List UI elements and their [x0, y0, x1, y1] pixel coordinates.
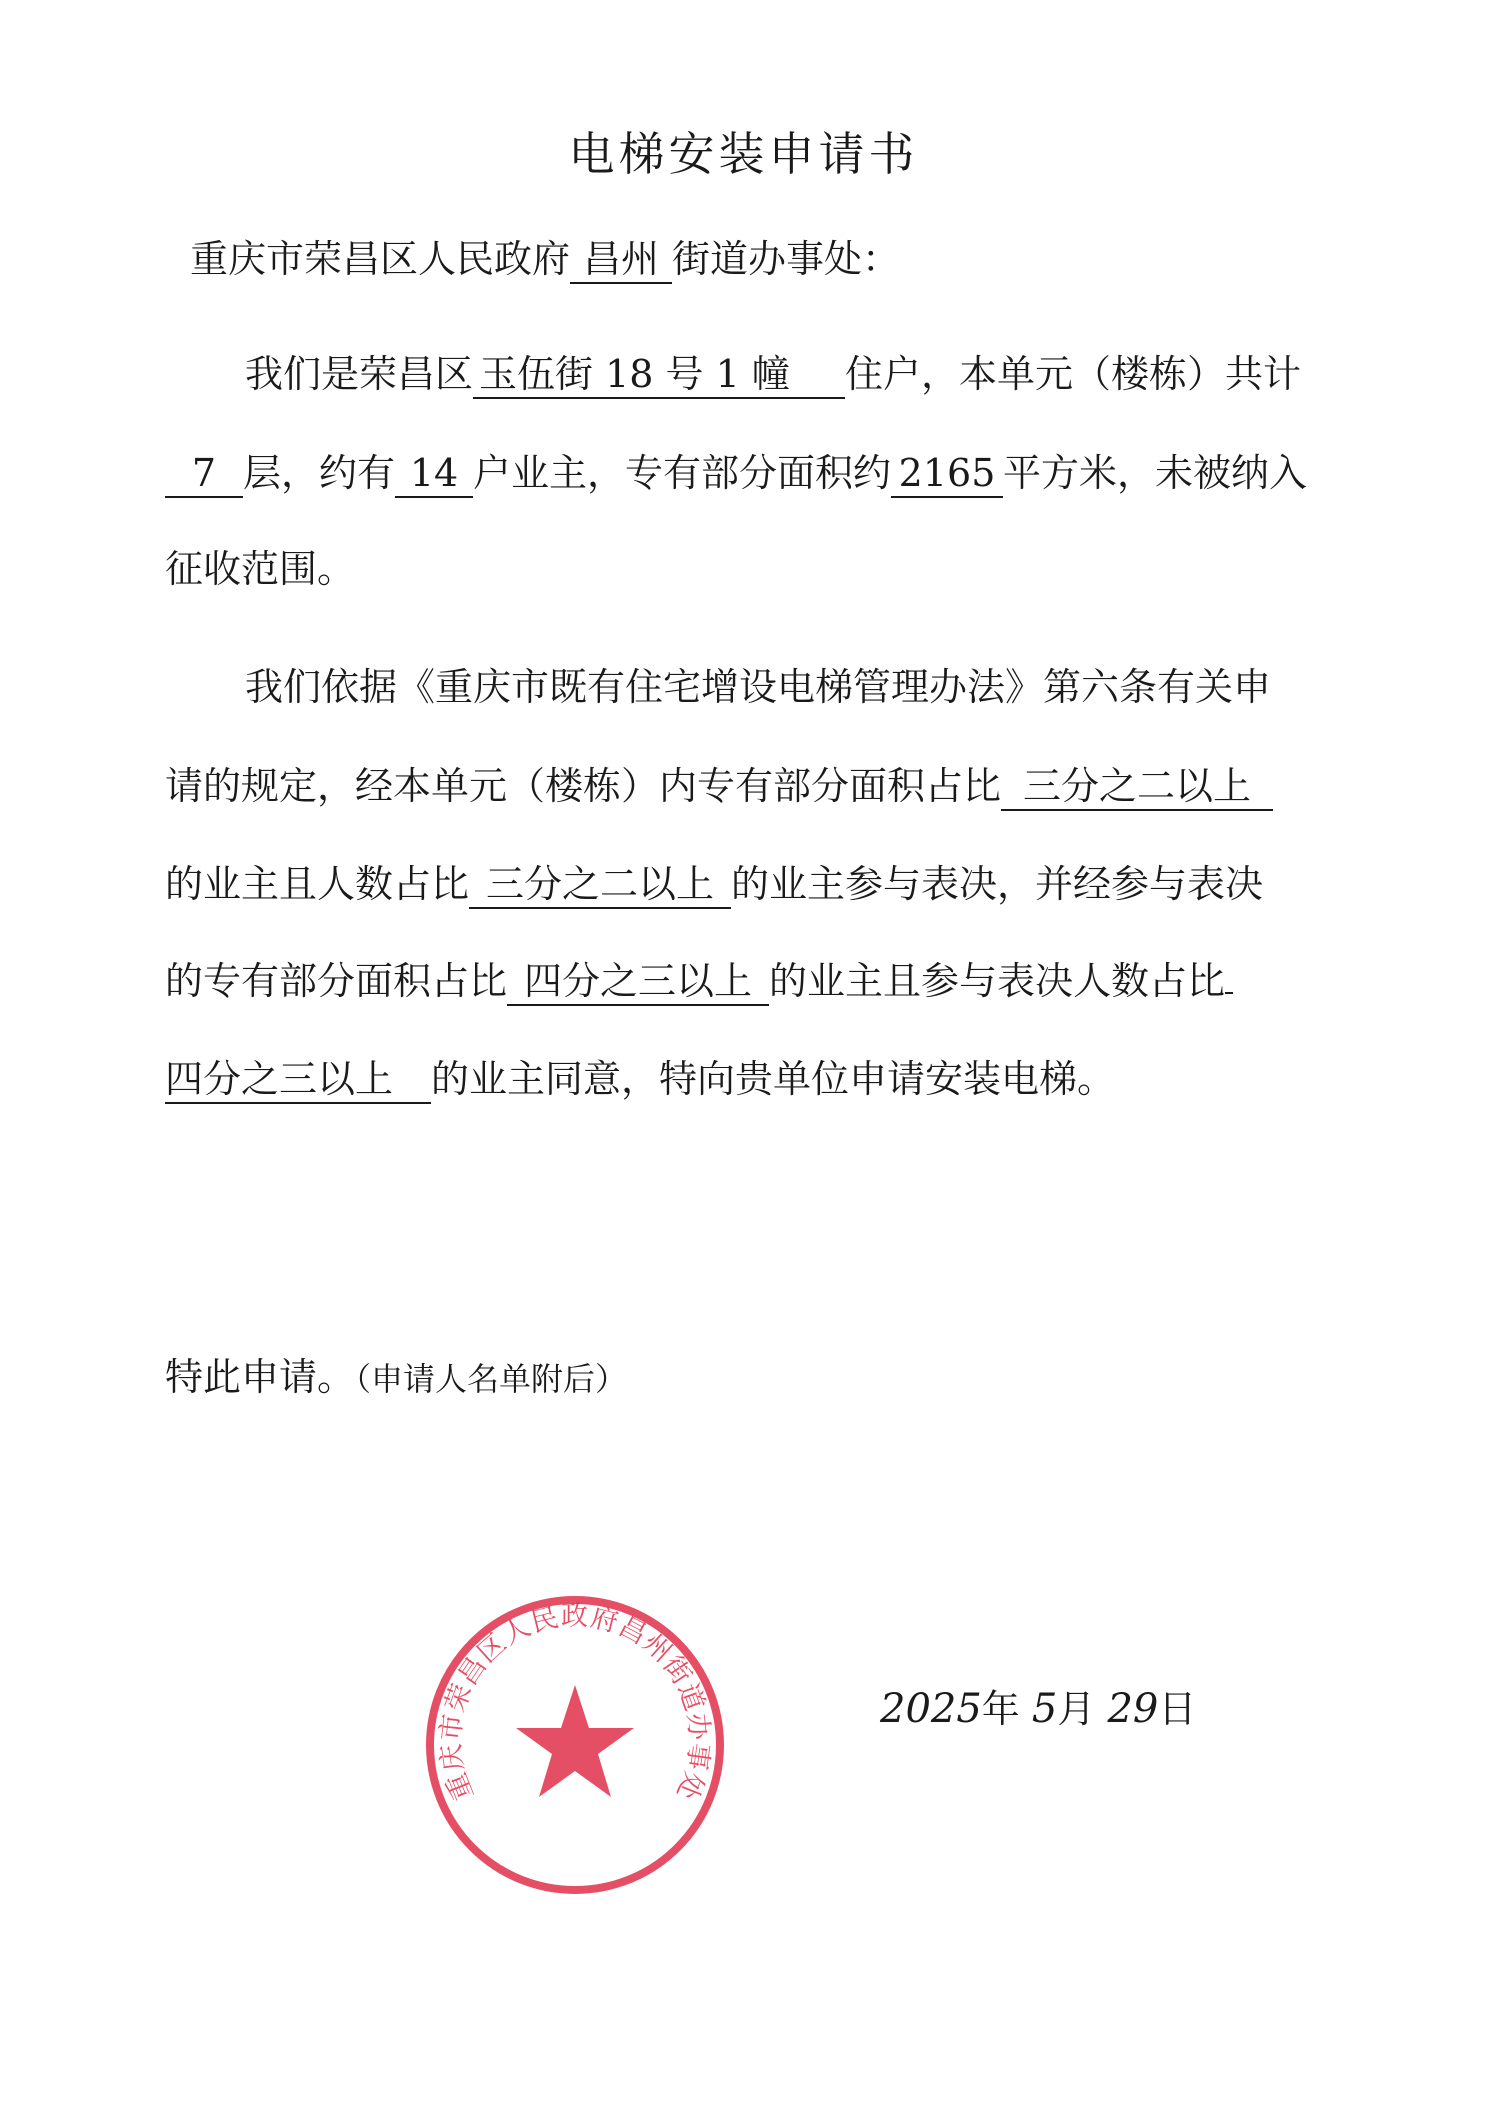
floors-field: 7 — [165, 452, 243, 498]
document-title: 电梯安装申请书 — [568, 127, 919, 181]
closing-line — [165, 1355, 628, 1399]
para2-text: 的业主同意，特向贵单位申请安装电梯。 — [431, 1057, 1116, 1101]
date-day-unit: 日 — [1158, 1687, 1197, 1731]
date-day: 29 — [1107, 1686, 1159, 1732]
para1-text: 层，约有 — [243, 451, 396, 495]
date-year-unit: 年 — [981, 1687, 1020, 1731]
para2-line5 — [165, 1058, 1115, 1104]
para1-text: 平方米，未被纳入 — [1003, 451, 1308, 495]
street-name-field: 昌州 — [570, 238, 672, 284]
star-icon — [516, 1685, 634, 1797]
para2-text: 请的规定，经本单元（楼栋）内专有部分面积占比 — [165, 764, 1002, 808]
date-line — [880, 1678, 1196, 1733]
addressee-suffix: 街道办事处： — [672, 237, 901, 281]
addressee-prefix: 重庆市荣昌区人民政府 — [190, 237, 571, 281]
para2-text: 的业主参与表决，并经参与表决 — [731, 862, 1264, 906]
voting-area-ratio-field: 四分之三以上 — [507, 960, 769, 1006]
official-seal — [420, 1590, 730, 1900]
date-month-unit: 月 — [1057, 1687, 1096, 1731]
owner-count-ratio-field: 三分之二以上 — [469, 863, 731, 909]
households-field: 14 — [395, 452, 473, 498]
addressee-line — [190, 238, 900, 284]
date-month: 5 — [1031, 1686, 1058, 1732]
para2-line4 — [165, 960, 1233, 1006]
para2-text: 的业主且参与表决人数占比 — [769, 959, 1226, 1003]
underline-stub — [1225, 992, 1233, 994]
para1-line3: 征收范围。 — [165, 547, 356, 591]
para1-text: 我们是荣昌区 — [245, 352, 474, 396]
area-field: 2165 — [891, 452, 1003, 498]
para1-text: 户业主，专有部分面积约 — [473, 451, 892, 495]
para2-text: 的专有部分面积占比 — [165, 959, 508, 1003]
seal-text: 重庆市荣昌区人民政府昌州街道办事处 — [435, 1601, 715, 1805]
date-year: 2025 — [880, 1686, 982, 1732]
voter-count-ratio-field: 四分之三以上 — [165, 1058, 431, 1104]
para2-line3 — [165, 863, 1263, 909]
closing-note: （申请人名单附后） — [355, 1360, 628, 1398]
para1-line1 — [245, 353, 1301, 399]
address-field: 玉伍街 18 号 1 幢 — [473, 353, 845, 399]
para1-line2 — [165, 452, 1307, 498]
para2-line2 — [165, 765, 1273, 811]
closing-text: 特此申请。 — [165, 1355, 356, 1399]
para1-text: 住户，本单元（楼栋）共计 — [845, 352, 1302, 396]
area-ratio-field: 三分之二以上 — [1001, 765, 1273, 811]
para2-text: 的业主且人数占比 — [165, 862, 470, 906]
para2-line1: 我们依据《重庆市既有住宅增设电梯管理办法》第六条有关申 — [245, 665, 1272, 709]
